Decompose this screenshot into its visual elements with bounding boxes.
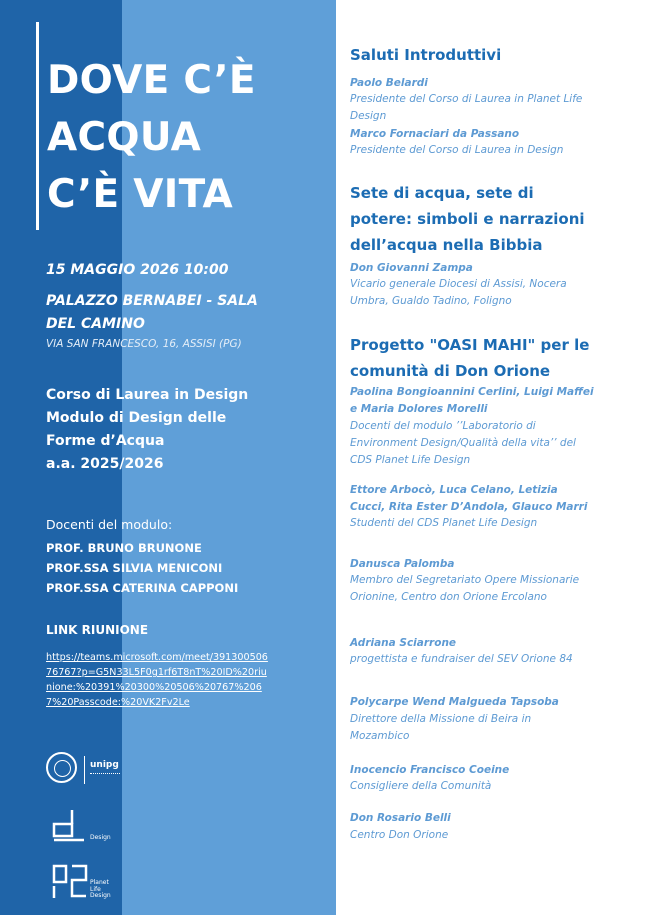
event-date-time: 15 MAGGIO 2026 10:00 xyxy=(46,262,229,278)
speaker-role: Presidente del Corso di Laurea in Design xyxy=(350,144,564,156)
teachers-list xyxy=(46,538,238,598)
pld-caption-line: Design xyxy=(90,892,111,899)
speaker-role: Direttore della Missione di Beira in Mozambico xyxy=(350,713,532,742)
speaker-role: Consigliere della Comunità xyxy=(350,780,492,792)
speaker-name: Paolo Belardi xyxy=(350,77,428,89)
unipg-subtext-mark xyxy=(90,773,120,784)
event-title-line: C’È VITA xyxy=(47,172,233,217)
speaker-role: Presidente del Corso di Laurea in Planet Life Design xyxy=(350,93,583,122)
speaker-name: Paolina Bongioannini Cerlini, Luigi Maffei e Maria Dolores Morelli xyxy=(350,386,594,415)
event-title-line: ACQUA xyxy=(47,115,202,160)
speaker-name: Adriana Sciarrone xyxy=(350,637,457,649)
speaker-role: Vicario generale Diocesi di Assisi, Nocera Umbra, Gualdo Tadino, Foligno xyxy=(350,278,567,307)
title-accent-line xyxy=(36,22,39,230)
section-title: Sete di acqua, sete di potere: simboli e narrazioni dell’acqua nella Bibbia xyxy=(350,184,585,254)
course-line: Corso di Laurea in Design xyxy=(46,387,249,403)
course-line: Forme d’Acqua xyxy=(46,433,165,449)
event-address: VIA SAN FRANCESCO, 16, ASSISI (PG) xyxy=(46,338,242,350)
venue-line: PALAZZO BERNABEI - SALA xyxy=(46,293,258,309)
teacher-name: PROF.SSA SILVIA MENICONI xyxy=(46,561,223,575)
speaker-role: Centro Don Orione xyxy=(350,829,449,841)
speaker-name: Marco Fornaciari da Passano xyxy=(350,128,520,140)
pld-caption-line: Life xyxy=(90,885,101,893)
teacher-name: PROF.SSA CATERINA CAPPONI xyxy=(46,581,239,595)
venue-line: DEL CAMINO xyxy=(46,316,145,332)
section-title: Progetto "OASI MAHI" per le comunità di Don Orione xyxy=(350,336,590,380)
speaker-name: Danusca Palomba xyxy=(350,558,455,570)
teachers-label: Docenti del modulo: xyxy=(46,517,173,532)
speaker-role: Studenti del CDS Planet Life Design xyxy=(350,517,538,529)
course-line: Modulo di Design delle xyxy=(46,410,227,426)
section-title: Saluti Introduttivi xyxy=(350,46,502,64)
speaker-role: progettista e fundraiser del SEV Orione 84 xyxy=(350,653,573,665)
speaker-name: Ettore Arbocò, Luca Celano, Letizia Cucci, Rita Ester D’Andola, Glauco Marri xyxy=(350,484,588,513)
speaker-name: Polycarpe Wend Malgueda Tapsoba xyxy=(350,696,559,708)
meeting-link[interactable]: https://teams.microsoft.com/meet/39130050676767?p=G5N33L5F0g1rf6T8nT%20ID%20riunione:%20391%20300%20506%20767%2067%20Passcode:%20VK2Fv2Le xyxy=(46,652,268,708)
speaker-name: Don Giovanni Zampa xyxy=(350,262,473,274)
meeting-link-label: LINK RIUNIONE xyxy=(46,623,149,637)
pld-logo-caption xyxy=(90,880,111,900)
university-seal-icon xyxy=(46,752,77,783)
speaker-name: Don Rosario Belli xyxy=(350,812,451,824)
planet-life-design-logo-icon xyxy=(52,862,122,902)
speaker-role: Docenti del modulo ’’Laboratorio di Environment Design/Qualità della vita’’ del CDS Planet Life Design xyxy=(350,420,576,466)
event-title-line: DOVE C’È xyxy=(47,58,256,103)
event-title xyxy=(47,52,327,223)
speaker-name: Inocencio Francisco Coeine xyxy=(350,764,510,776)
pld-caption-line: Planet xyxy=(90,879,109,886)
course-line: a.a. 2025/2026 xyxy=(46,456,164,472)
unipg-logo: unipg xyxy=(90,760,119,770)
event-venue xyxy=(46,290,316,336)
logo-divider xyxy=(84,756,85,784)
teacher-name: PROF. BRUNO BRUNONE xyxy=(46,541,202,555)
course-info xyxy=(46,384,248,476)
speaker-role: Membro del Segretariato Opere Missionarie Orionine, Centro don Orione Ercolano xyxy=(350,574,580,603)
design-logo-caption: Design xyxy=(90,834,111,841)
